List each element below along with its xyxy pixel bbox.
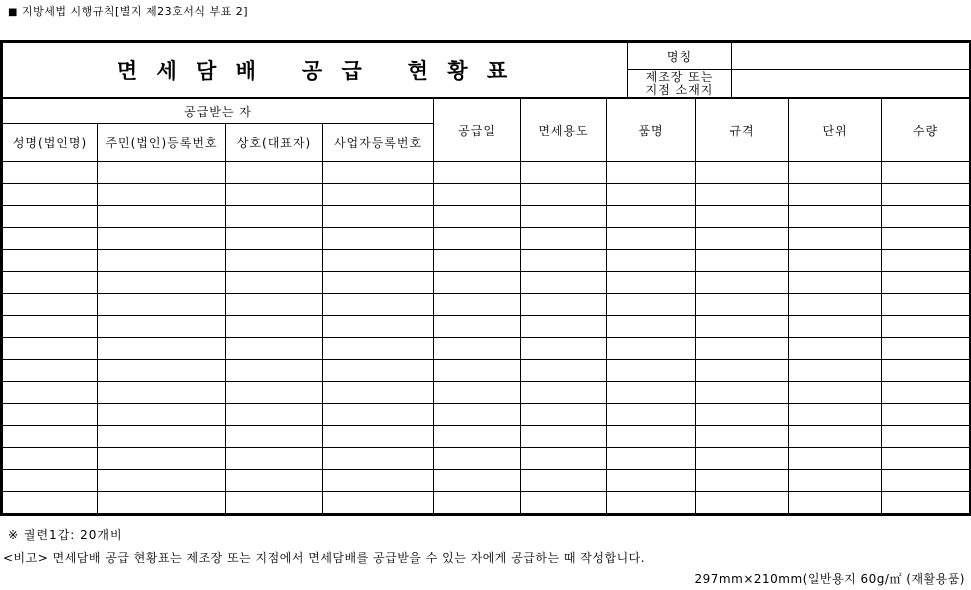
table-cell [521, 272, 607, 294]
table-row [3, 338, 970, 360]
table-row [3, 316, 970, 338]
table-cell [434, 228, 521, 250]
table-cell [3, 294, 98, 316]
table-cell [789, 426, 882, 448]
table-cell [607, 272, 696, 294]
table-cell [789, 184, 882, 206]
table-cell [521, 426, 607, 448]
table-cell [607, 360, 696, 382]
table-cell [434, 316, 521, 338]
table-row [3, 382, 970, 404]
table-cell [696, 404, 789, 426]
table-cell [696, 272, 789, 294]
table-cell [3, 382, 98, 404]
table-cell [98, 448, 226, 470]
table-cell [3, 162, 98, 184]
location-value-cell [732, 70, 970, 98]
table-cell [434, 162, 521, 184]
table-body [3, 162, 970, 514]
table-cell [607, 382, 696, 404]
table-cell [226, 382, 323, 404]
table-cell [226, 404, 323, 426]
table-cell [696, 382, 789, 404]
table-cell [521, 448, 607, 470]
table-cell [521, 404, 607, 426]
table-cell [789, 470, 882, 492]
table-cell [98, 228, 226, 250]
table-cell [882, 294, 970, 316]
table-cell [696, 492, 789, 514]
table-cell [323, 382, 434, 404]
table-cell [607, 184, 696, 206]
table-cell [607, 250, 696, 272]
form-title: 면 세 담 배 공 급 현 황 표 [3, 43, 628, 98]
table-cell [607, 470, 696, 492]
table-cell [521, 228, 607, 250]
table-cell [607, 426, 696, 448]
table-cell [3, 360, 98, 382]
table-row [3, 228, 970, 250]
table-cell [696, 228, 789, 250]
table-cell [696, 294, 789, 316]
table-cell [789, 316, 882, 338]
square-bullet-icon: ■ [8, 7, 18, 18]
table-row [3, 448, 970, 470]
table-cell [434, 294, 521, 316]
table-cell [98, 360, 226, 382]
table-cell [434, 272, 521, 294]
column-header-recipient-group: 공급받는 자 [3, 99, 434, 124]
table-cell [882, 448, 970, 470]
table-cell [434, 250, 521, 272]
column-header-product-name: 품명 [607, 99, 696, 162]
table-row [3, 492, 970, 514]
table-cell [98, 404, 226, 426]
table-row [3, 206, 970, 228]
column-header-unit: 단위 [789, 99, 882, 162]
table-cell [434, 426, 521, 448]
location-label-line2: 지점 소재지 [645, 82, 714, 97]
table-cell [323, 294, 434, 316]
column-header-spec: 규격 [696, 99, 789, 162]
table-row [3, 404, 970, 426]
table-cell [696, 316, 789, 338]
table-cell [696, 162, 789, 184]
table-cell [226, 228, 323, 250]
table-cell [521, 316, 607, 338]
table-cell [789, 338, 882, 360]
table-cell [3, 338, 98, 360]
table-cell [607, 404, 696, 426]
table-cell [434, 338, 521, 360]
location-label-line1: 제조장 또는 [645, 69, 714, 84]
table-cell [882, 272, 970, 294]
table-cell [98, 162, 226, 184]
table-row [3, 294, 970, 316]
table-row [3, 426, 970, 448]
table-cell [521, 206, 607, 228]
supply-table [2, 98, 970, 514]
table-cell [226, 294, 323, 316]
table-cell [323, 184, 434, 206]
table-cell [789, 228, 882, 250]
table-cell [882, 206, 970, 228]
table-cell [434, 470, 521, 492]
table-cell [607, 448, 696, 470]
table-cell [323, 360, 434, 382]
table-cell [882, 426, 970, 448]
table-cell [323, 316, 434, 338]
table-cell [98, 250, 226, 272]
table-cell [3, 426, 98, 448]
table-cell [323, 404, 434, 426]
table-cell [882, 492, 970, 514]
name-label: 명칭 [628, 43, 732, 70]
table-cell [98, 492, 226, 514]
table-cell [521, 338, 607, 360]
column-header-registration-number: 주민(법인)등록번호 [98, 124, 226, 162]
table-cell [98, 382, 226, 404]
table-row [3, 162, 970, 184]
table-cell [323, 492, 434, 514]
column-header-taxfree-use: 면세용도 [521, 99, 607, 162]
table-cell [607, 316, 696, 338]
table-cell [226, 470, 323, 492]
table-cell [3, 272, 98, 294]
table-cell [3, 250, 98, 272]
table-cell [882, 184, 970, 206]
table-cell [882, 382, 970, 404]
table-cell [789, 162, 882, 184]
table-cell [3, 470, 98, 492]
table-cell [434, 492, 521, 514]
column-header-quantity: 수량 [882, 99, 970, 162]
table-cell [789, 272, 882, 294]
table-cell [98, 206, 226, 228]
table-cell [521, 250, 607, 272]
column-header-trade-name: 상호(대표자) [226, 124, 323, 162]
table-cell [696, 184, 789, 206]
table-cell [323, 338, 434, 360]
table-cell [696, 206, 789, 228]
table-cell [696, 448, 789, 470]
table-cell [226, 206, 323, 228]
table-cell [323, 250, 434, 272]
table-cell [98, 272, 226, 294]
table-row [3, 250, 970, 272]
column-header-supply-date: 공급일 [434, 99, 521, 162]
table-cell [226, 338, 323, 360]
table-cell [434, 360, 521, 382]
table-cell [789, 382, 882, 404]
column-header-name: 성명(법인명) [3, 124, 98, 162]
table-cell [3, 316, 98, 338]
table-cell [789, 492, 882, 514]
table-row [3, 272, 970, 294]
table-cell [607, 206, 696, 228]
table-cell [226, 426, 323, 448]
table-cell [98, 470, 226, 492]
table-cell [882, 470, 970, 492]
table-cell [521, 470, 607, 492]
table-cell [323, 470, 434, 492]
table-row [3, 360, 970, 382]
table-cell [882, 360, 970, 382]
table-cell [3, 228, 98, 250]
table-cell [696, 250, 789, 272]
table-cell [226, 360, 323, 382]
table-cell [226, 448, 323, 470]
table-cell [607, 162, 696, 184]
table-cell [434, 448, 521, 470]
table-cell [521, 294, 607, 316]
table-cell [3, 206, 98, 228]
table-cell [226, 250, 323, 272]
table-cell [696, 426, 789, 448]
table-cell [789, 206, 882, 228]
table-cell [434, 206, 521, 228]
form-table-container [0, 40, 971, 516]
table-cell [98, 316, 226, 338]
table-cell [882, 228, 970, 250]
table-cell [3, 492, 98, 514]
table-cell [226, 272, 323, 294]
table-cell [521, 184, 607, 206]
table-row [3, 470, 970, 492]
table-cell [882, 250, 970, 272]
table-cell [323, 272, 434, 294]
table-cell [3, 184, 98, 206]
table-cell [789, 448, 882, 470]
table-cell [882, 162, 970, 184]
table-cell [696, 338, 789, 360]
regulation-note [8, 3, 248, 19]
table-cell [226, 162, 323, 184]
table-cell [323, 228, 434, 250]
table-cell [789, 360, 882, 382]
table-cell [3, 404, 98, 426]
table-cell [607, 228, 696, 250]
table-cell [323, 162, 434, 184]
table-cell [882, 338, 970, 360]
table-row [3, 184, 970, 206]
regulation-note-text: 지방세법 시행규칙[별지 제23호서식 부표 2] [21, 5, 249, 18]
paper-spec-note: 297mm×210mm(일반용지 60g/㎡ (재활용품) [694, 572, 965, 586]
table-cell [696, 360, 789, 382]
column-header-business-number: 사업자등록번호 [323, 124, 434, 162]
table-cell [521, 382, 607, 404]
title-info-table [2, 42, 970, 98]
table-cell [323, 206, 434, 228]
table-cell [882, 404, 970, 426]
table-cell [607, 338, 696, 360]
table-cell [98, 338, 226, 360]
table-cell [226, 492, 323, 514]
table-cell [98, 294, 226, 316]
table-cell [789, 250, 882, 272]
table-cell [434, 404, 521, 426]
remark-footnote: <비고> 면세담배 공급 현황표는 제조장 또는 지점에서 면세담배를 공급받을 수 있는 자에게 공급하는 때 작성합니다. [3, 551, 646, 565]
table-cell [434, 184, 521, 206]
name-value-cell [732, 43, 970, 70]
table-cell [789, 294, 882, 316]
table-cell [226, 184, 323, 206]
table-cell [98, 426, 226, 448]
table-cell [3, 448, 98, 470]
table-cell [323, 448, 434, 470]
table-cell [521, 360, 607, 382]
table-cell [521, 162, 607, 184]
table-cell [789, 404, 882, 426]
table-cell [882, 316, 970, 338]
table-cell [98, 184, 226, 206]
pack-footnote: ※ 궐련1갑: 20개비 [8, 528, 123, 542]
table-cell [434, 382, 521, 404]
table-cell [521, 492, 607, 514]
location-label [628, 70, 732, 98]
table-cell [226, 316, 323, 338]
table-cell [607, 492, 696, 514]
table-cell [323, 426, 434, 448]
table-cell [607, 294, 696, 316]
table-cell [696, 470, 789, 492]
